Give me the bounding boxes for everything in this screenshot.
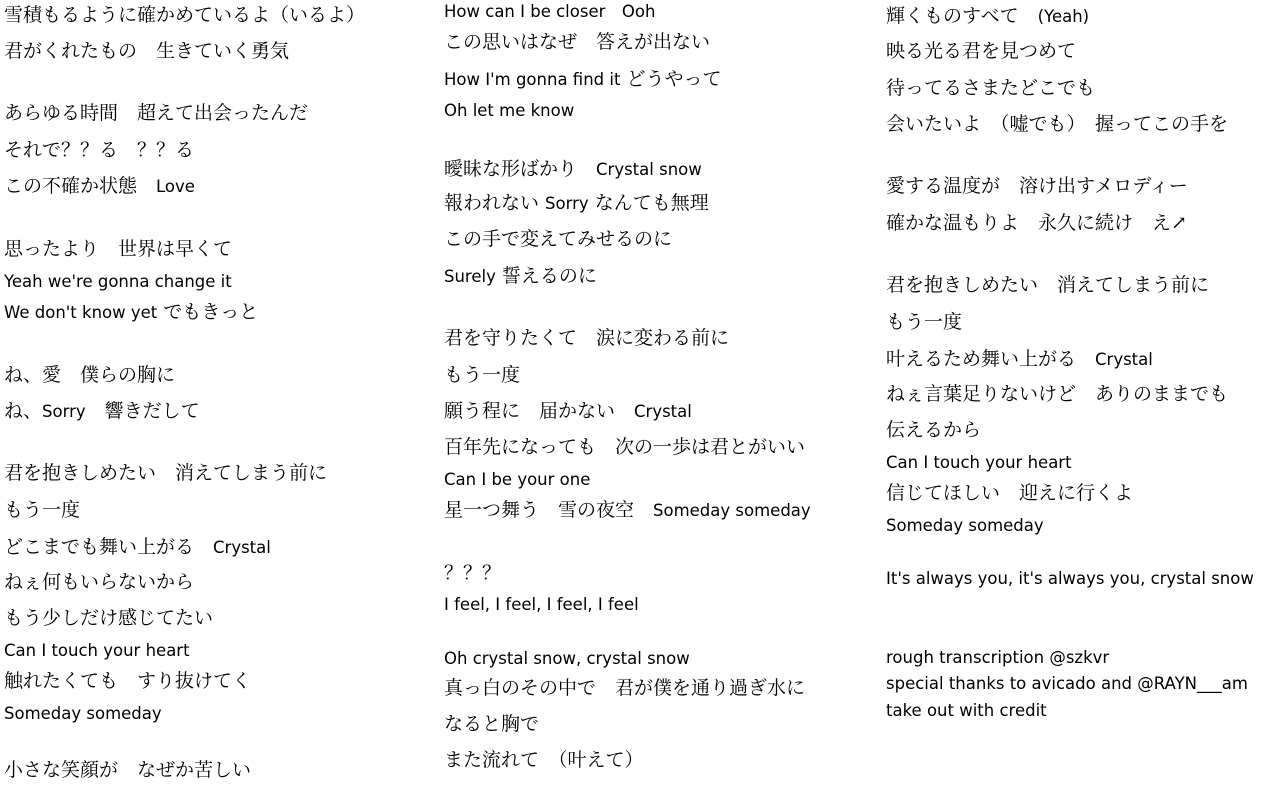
lyric-text: Crystal	[213, 538, 271, 557]
lyric-line: Oh let me know	[444, 101, 575, 120]
lyric-text: How I'm gonna find it	[444, 70, 621, 89]
lyric-line	[444, 265, 597, 288]
lyric-line: 真っ白のその中で 君が僕を通り過ぎ水に	[444, 677, 806, 699]
lyric-line: ？？？	[444, 562, 502, 584]
lyric-line: Can I touch your heart	[886, 453, 1072, 472]
lyric-line	[4, 175, 195, 198]
lyric-line: 君を抱きしめたい 消えてしまう前に	[4, 462, 328, 484]
lyric-line: 君がくれたもの 生きていく勇気	[4, 40, 290, 62]
lyric-line: なると胸で	[444, 713, 540, 735]
lyric-text: Surely	[444, 267, 496, 286]
lyric-text: Someday someday	[653, 501, 811, 520]
lyric-line: 思ったより 世界は早くて	[4, 238, 233, 260]
lyric-line	[444, 158, 702, 181]
lyric-line: Someday someday	[886, 516, 1044, 535]
lyric-line: Yeah we're gonna change it	[4, 272, 232, 291]
lyric-line: 会いたいよ （嘘でも） 握ってこの手を	[886, 113, 1229, 135]
lyric-text: Crystal snow	[596, 160, 702, 179]
lyric-line: もう一度	[886, 311, 963, 333]
lyric-line: また流れて （叶えて）	[444, 749, 644, 771]
lyric-line: 君を抱きしめたい 消えてしまう前に	[886, 274, 1210, 296]
lyric-line	[444, 400, 692, 423]
lyric-text: (Yeah)	[1037, 7, 1090, 26]
lyric-text: Crystal	[634, 402, 692, 421]
lyric-line: It's always you, it's always you, crystal snow	[886, 569, 1254, 588]
credit-line: special thanks to avicado and @RAYN___am	[886, 674, 1248, 693]
lyric-line	[444, 499, 811, 522]
lyric-text: We don't know yet	[4, 303, 158, 322]
lyric-text: でもきっと	[157, 301, 259, 323]
lyric-text: この不確か状態	[4, 175, 157, 197]
lyric-line: それで？？る ？？る	[4, 139, 195, 161]
credit-line: rough transcription @szkvr	[886, 648, 1110, 667]
lyric-line	[4, 301, 258, 324]
lyric-text: Sorry	[42, 402, 86, 421]
lyric-line	[4, 536, 271, 559]
credit-line: take out with credit	[886, 701, 1047, 720]
lyric-text: 星一つ舞う 雪の夜空	[444, 499, 654, 521]
lyric-line: 映る光る君を見つめて	[886, 40, 1077, 62]
lyric-line: 君を守りたくて 涙に変わる前に	[444, 327, 730, 349]
lyric-text: 誓えるのに	[495, 265, 597, 287]
lyric-line: Someday someday	[4, 704, 162, 723]
lyric-line	[4, 400, 200, 423]
lyric-text: 叶えるため舞い上がる	[886, 348, 1096, 370]
lyric-line: ねぇ何もいらないから	[4, 571, 195, 593]
lyric-line: あらゆる時間 超えて出会ったんだ	[4, 102, 309, 124]
lyric-line	[444, 68, 721, 91]
lyric-line: ねぇ言葉足りないけど ありのままでも	[886, 383, 1229, 405]
lyric-line: 確かな温もりよ 永久に続け え↗	[886, 212, 1187, 234]
lyric-line	[444, 192, 709, 215]
lyric-text: Love	[156, 177, 195, 196]
lyric-text: どうやって	[620, 68, 722, 90]
lyric-text: 願う程に 届かない	[444, 400, 635, 422]
lyric-line: 伝えるから	[886, 419, 982, 441]
lyric-line: 待ってるさまたどこでも	[886, 77, 1096, 99]
lyric-line: ね、愛 僕らの胸に	[4, 364, 176, 386]
lyric-line: 雪積もるように確かめているよ（いるよ）	[4, 4, 366, 26]
lyric-line: Oh crystal snow, crystal snow	[444, 649, 690, 668]
lyric-line: 触れたくても すり抜けてく	[4, 670, 252, 692]
lyric-line: この手で変えてみせるのに	[444, 228, 673, 250]
lyric-text: 輝くものすべて	[886, 5, 1038, 27]
lyric-text: 響きだして	[85, 400, 200, 422]
lyric-line: Can I touch your heart	[4, 641, 190, 660]
lyric-text: 報われない	[444, 192, 546, 214]
lyric-text: どこまでも舞い上がる	[4, 536, 214, 558]
lyric-line: 百年先になっても 次の一歩は君とがいい	[444, 436, 806, 458]
lyric-line	[886, 5, 1089, 28]
lyric-line: 信じてほしい 迎えに行くよ	[886, 482, 1134, 504]
lyric-line: 愛する温度が 溶け出すメロディー	[886, 175, 1188, 197]
lyric-line: Can I be your one	[444, 470, 591, 489]
lyric-line: 小さな笑顔が なぜか苦しい	[4, 759, 252, 781]
lyric-line: もう一度	[4, 499, 81, 521]
lyric-line	[886, 348, 1153, 371]
lyric-line: I feel, I feel, I feel, I feel	[444, 595, 639, 614]
lyric-text: なんても無理	[588, 192, 709, 214]
lyric-line: How can I be closer Ooh	[444, 2, 656, 21]
lyric-text: Sorry	[545, 194, 589, 213]
lyric-text: ね、	[4, 400, 43, 422]
lyric-line: もう一度	[444, 364, 521, 386]
lyric-line: もう少しだけ感じてたい	[4, 607, 214, 629]
lyric-text: 曖昧な形ばかり	[444, 158, 597, 180]
lyric-text: Crystal	[1095, 350, 1153, 369]
lyric-line: この思いはなぜ 答えが出ない	[444, 31, 711, 53]
